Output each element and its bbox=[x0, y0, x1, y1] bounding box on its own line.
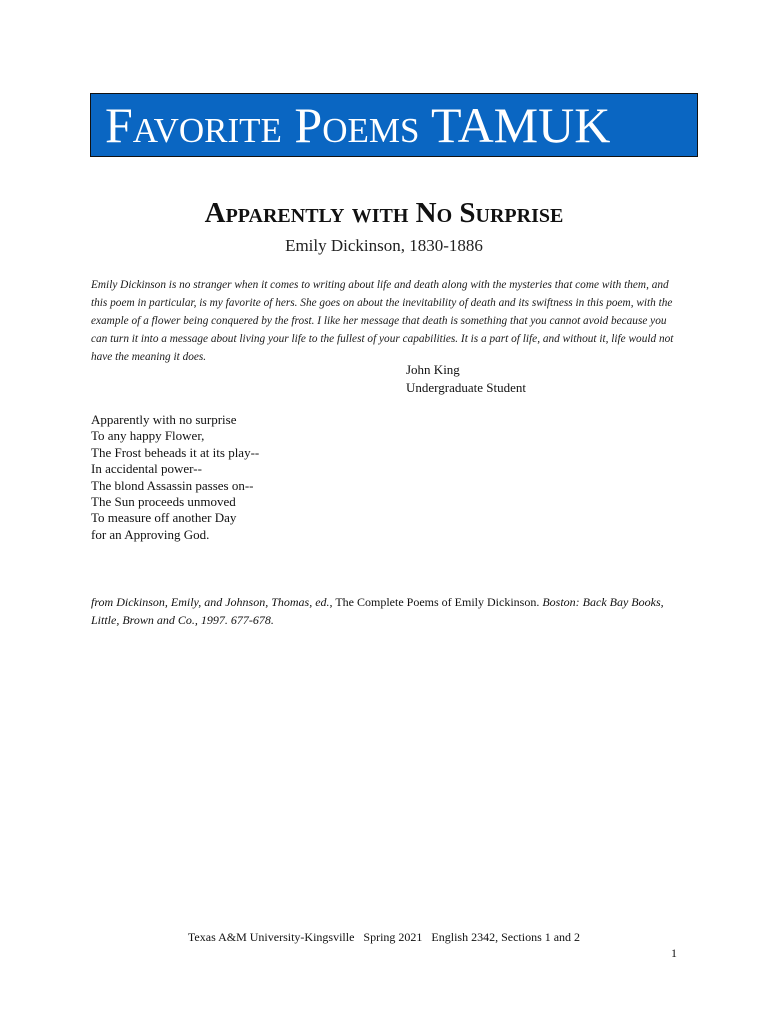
poem-line: The blond Assassin passes on-- bbox=[91, 477, 254, 493]
banner-title: Favorite Poems TAMUK bbox=[105, 97, 611, 153]
poem-line: The Frost beheads it at its play-- bbox=[91, 444, 260, 460]
poem-body bbox=[91, 412, 259, 543]
page-number: 1 bbox=[671, 946, 677, 960]
poem-line: Apparently with no surprise bbox=[91, 412, 237, 427]
poem-line: To any happy Flower, bbox=[91, 428, 205, 444]
signature-block bbox=[406, 361, 526, 397]
signature-name: John King bbox=[406, 362, 460, 377]
poem-title: Apparently with No Surprise bbox=[204, 197, 564, 229]
citation-book-title: The Complete Poems of Emily Dickinson. bbox=[335, 595, 540, 609]
poem-line: for an Approving God. bbox=[91, 526, 210, 542]
signature-role: Undergraduate Student bbox=[406, 380, 526, 395]
poem-line: The Sun proceeds unmoved bbox=[91, 494, 236, 510]
page-footer: Texas A&M University-Kingsville Spring 2021 English 2342, Sections 1 and 2 bbox=[187, 930, 581, 944]
poem-line: In accidental power-- bbox=[91, 461, 202, 477]
poem-line: To measure off another Day bbox=[91, 510, 237, 526]
poem-author: Emily Dickinson, 1830-1886 bbox=[285, 236, 483, 255]
header-banner bbox=[90, 93, 698, 157]
citation-prefix: from Dickinson, Emily, and Johnson, Thomas, ed., bbox=[91, 595, 333, 609]
intro-paragraph: Emily Dickinson is no stranger when it comes to writing about life and death along with the mysteries that come with them, and this poem in particular, is my favorite of hers. She goes on about the inevitability of death and its swiftness in this poem, with the example of a flower being conquered by the frost. I like her message that death is something that you cannot avoid because you can turn it into a message about living your life to the fullest of your capabilities. It is a part of life, and without it, life would not have the meaning it does. bbox=[91, 279, 674, 363]
citation-suffix: Boston: Back Bay Books, Little, Brown and Co., 1997. 677-678. bbox=[91, 595, 664, 627]
citation bbox=[91, 593, 691, 629]
